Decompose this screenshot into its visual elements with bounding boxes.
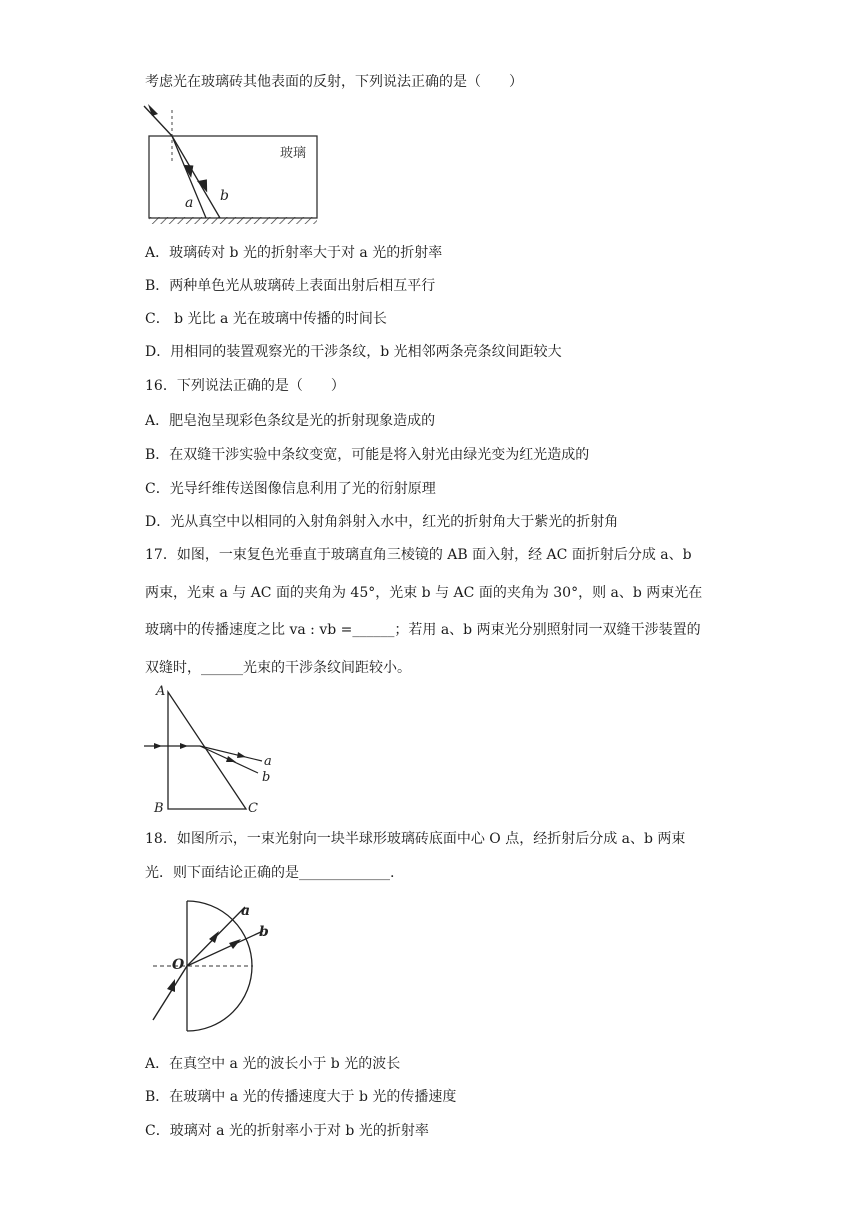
q16-stem: 16．下列说法正确的是（ ） xyxy=(145,378,345,394)
ray-a-label: a xyxy=(185,195,194,211)
vertex-c-label: C xyxy=(248,801,258,814)
q17-stem-line-4: 双缝时，______光束的干涉条纹间距较小。 xyxy=(145,660,411,676)
prism-ray-a-label: a xyxy=(264,754,272,769)
hemisphere-figure xyxy=(145,895,285,1035)
q15-option-c: C． b 光比 a 光在玻璃中传播的时间长 xyxy=(145,311,387,327)
hemi-ray-a-label: a xyxy=(241,903,251,919)
q18-option-a: A．在真空中 a 光的波长小于 b 光的波长 xyxy=(145,1056,401,1072)
q15-option-a: A．玻璃砖对 b 光的折射率大于对 a 光的折射率 xyxy=(145,245,443,261)
q17-stem-line-1: 17．如图，一束复色光垂直于玻璃直角三棱镜的 AB 面入射，经 AC 面折射后分成 a、b xyxy=(145,547,692,563)
prism-figure xyxy=(140,684,290,814)
point-o-label: O xyxy=(172,957,185,973)
q16-option-d: D．光从真空中以相同的入射角斜射入水中，红光的折射角大于紫光的折射角 xyxy=(145,514,619,530)
q15-stem-tail: 考虑光在玻璃砖其他表面的反射，下列说法正确的是（ ） xyxy=(145,74,523,90)
q15-option-b: B．两种单色光从玻璃砖上表面出射后相互平行 xyxy=(145,278,436,294)
glass-block-figure xyxy=(140,100,330,225)
q15-option-d: D．用相同的装置观察光的干涉条纹，b 光相邻两条亮条纹间距较大 xyxy=(145,344,562,360)
vertex-b-label: B xyxy=(154,801,164,814)
ray-b-label: b xyxy=(220,188,229,204)
q17-stem-line-3: 玻璃中的传播速度之比 va : vb =______；若用 a、b 两束光分别照射同一双缝干涉装置的 xyxy=(145,622,701,638)
q18-option-b: B．在玻璃中 a 光的传播速度大于 b 光的传播速度 xyxy=(145,1089,457,1105)
q16-option-c: C．光导纤维传送图像信息利用了光的衍射原理 xyxy=(145,481,436,497)
q17-stem-line-2: 两束，光束 a 与 AC 面的夹角为 45°，光束 b 与 AC 面的夹角为 30°，则 a、b 两束光在 xyxy=(145,585,703,601)
q18-stem-line-1: 18．如图所示，一束光射向一块半球形玻璃砖底面中心 O 点，经折射后分成 a、b 两束 xyxy=(145,831,686,847)
q18-option-c: C．玻璃对 a 光的折射率小于对 b 光的折射率 xyxy=(145,1123,429,1139)
q16-option-a: A．肥皂泡呈现彩色条纹是光的折射现象造成的 xyxy=(145,413,436,429)
hemi-ray-b-label: b xyxy=(259,924,269,940)
glass-label: 玻璃 xyxy=(280,146,307,161)
q18-stem-line-2: 光．则下面结论正确的是_____________. xyxy=(145,865,395,881)
prism-ray-b-label: b xyxy=(262,770,271,785)
q16-option-b: B．在双缝干涉实验中条纹变宽，可能是将入射光由绿光变为红光造成的 xyxy=(145,447,590,463)
vertex-a-label: A xyxy=(156,684,166,699)
